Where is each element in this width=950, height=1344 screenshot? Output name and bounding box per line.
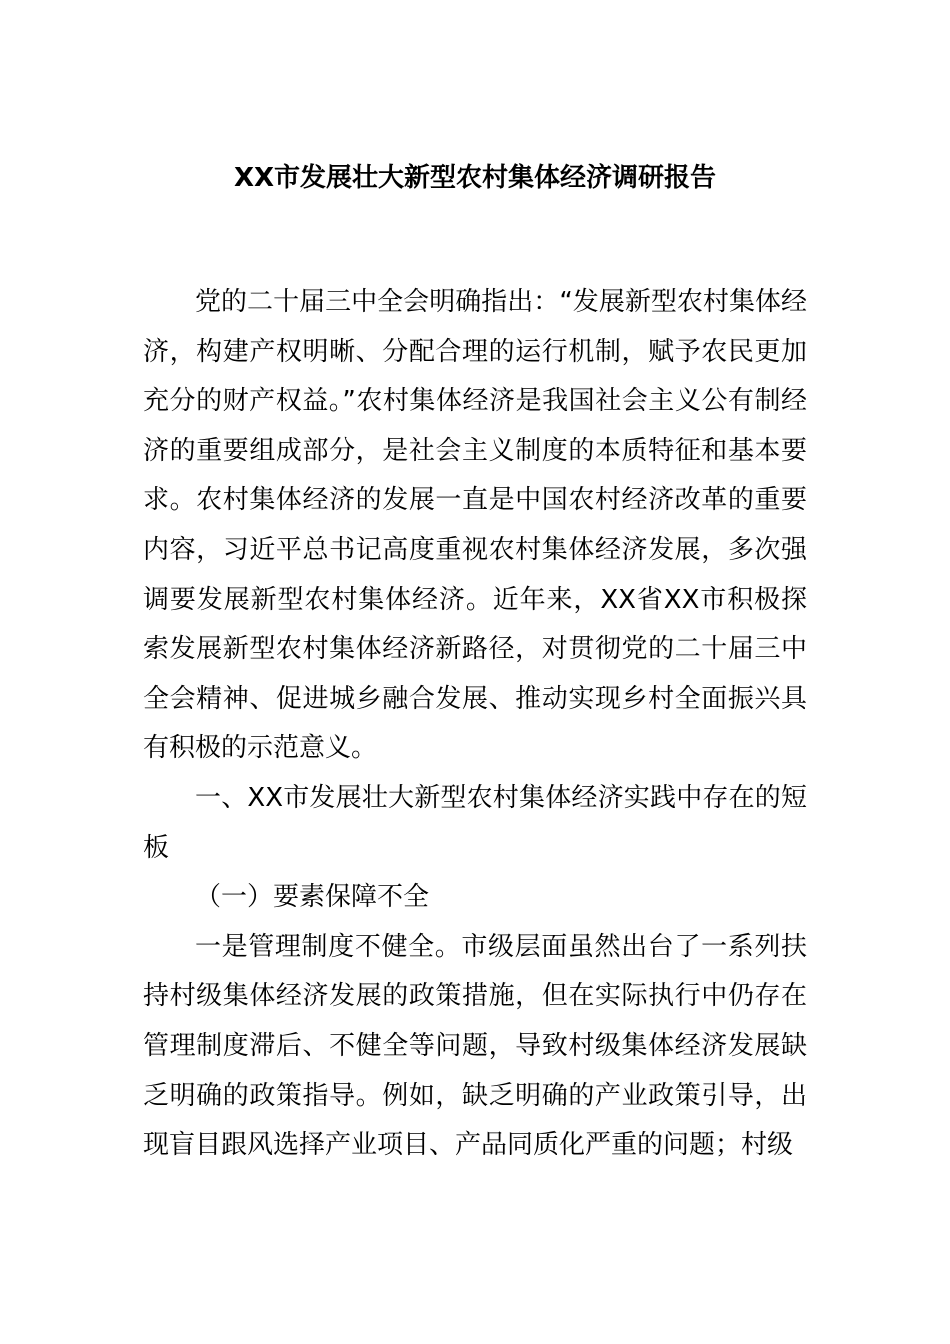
document-title: XX市发展壮大新型农村集体经济调研报告 bbox=[233, 163, 717, 193]
section-heading: 一、XX市发展壮大新型农村集体经济实践中存在的短板 bbox=[143, 782, 807, 863]
paragraph-point-one: 一是管理制度不健全。市级层面虽然出台了一系列扶持村级集体经济发展的政策措施，但在实际执行中仍存在管理制度滞后、不健全等问题，导致村级集体经济发展缺乏明确的政策指导。例如，缺乏明确的产业政策引导，出现盲目跟风选择产业项目、产品同质化严重的问题；村级 bbox=[143, 931, 807, 1161]
paragraph-intro: 党的二十届三中全会明确指出：“发展新型农村集体经济，构建产权明晰、分配合理的运行机制，赋予农民更加充分的财产权益。”农村集体经济是我国社会主义公有制经济的重要组成部分，是社会主义制度的本质特征和基本要求。农村集体经济的发展一直是中国农村经济改革的重要内容，习近平总书记高度重视农村集体经济发展，多次强调要发展新型农村集体经济。近年来，XX省XX市积极探索发展新型农村集体经济新路径，对贯彻党的二十届三中全会精神、促进城乡融合发展、推动实现乡村全面振兴具有积极的示范意义。 bbox=[143, 287, 807, 764]
document-body bbox=[143, 278, 807, 1171]
subsection-heading: （一）要素保障不全 bbox=[195, 882, 430, 913]
